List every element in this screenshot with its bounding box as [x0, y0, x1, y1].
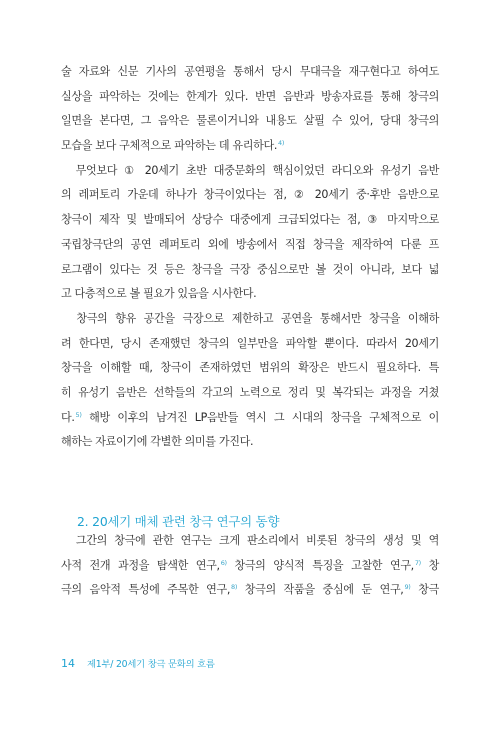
text-line: 국립창극단의 공연 레퍼토리 외에 방송에서 직접 창극을 제작하여 다룬 프	[61, 237, 439, 251]
body-section-2	[61, 529, 439, 603]
text-line: 창극의 향유 공간을 극장으로 제한하고 공연을 통해서만 창극을 이해하	[61, 311, 439, 325]
text-line: 실상을 파악하는 것에는 한계가 있다. 반면 음반과 방송자료를 통해 창극의	[61, 89, 439, 103]
section-heading: 2. 20세기 매체 관련 창극 연구의 동향	[77, 514, 280, 529]
text-run: 사적 전개 과정을 탐색한 연구,	[61, 558, 220, 572]
footnote-marker[interactable]: 5)	[75, 410, 82, 419]
text-run: 극의 음악적 특성에 주목한 연구,	[61, 583, 231, 597]
text-line: 창극을 이해할 때, 창극이 존재하였던 범위의 확장은 반드시 필요하다. 특	[61, 361, 439, 375]
text-line: 해하는 자료이기에 각별한 의미를 가진다.	[61, 435, 254, 449]
footnote-marker[interactable]: 6)	[220, 558, 227, 567]
text-line	[61, 134, 439, 159]
text-run: 창극	[410, 583, 439, 597]
text-line: 창극이 제작 및 발매되어 상당수 대중에게 크급되었다는 점, ③ 마지막으로	[61, 213, 439, 227]
footnote-marker[interactable]: 4)	[278, 139, 285, 148]
text-run: 모습을 보다 구체적으로 파악하는 데 유리하다.	[61, 139, 278, 153]
text-line	[61, 406, 439, 431]
text-line	[61, 554, 439, 579]
text-line: 려 한다면, 당시 존재했던 창극의 일부만을 파악할 뿐이다. 따라서 20세기	[61, 336, 439, 350]
text-line: 일면을 본다면, 그 음악은 물론이거니와 내용도 살필 수 있어, 당대 창극의	[61, 114, 439, 128]
text-line: 그간의 창극에 관한 연구는 크게 판소리에서 비롯된 창극의 생성 및 역	[61, 534, 439, 547]
page-number: 14	[61, 657, 75, 670]
text-line: 고 다층적으로 볼 필요가 있음을 시사한다.	[61, 287, 257, 301]
text-run: 창극의 작품을 중심에 둔 연구,	[237, 583, 404, 597]
text-run: 창	[420, 558, 439, 572]
text-run: 다.	[61, 410, 75, 424]
body-section-1	[61, 60, 439, 455]
text-line: 술 자료와 신문 기사의 공연평을 통해서 당시 무대극을 재구현다고 하여도	[61, 65, 439, 78]
footnote-marker[interactable]: 9)	[404, 583, 411, 592]
text-run: 해방 이후의 남겨진 LP음반들 역시 그 시대의 창극을 구체적으로 이	[81, 410, 439, 424]
text-line	[61, 578, 439, 603]
text-line: 로그램이 있다는 것 등은 창극을 극장 중심으로만 볼 것이 아니라, 보다 넓	[61, 262, 439, 276]
page-footer	[61, 656, 215, 670]
text-line: 히 유성기 음반은 선학들의 각고의 노력으로 정리 및 복각되는 과정을 거쳤	[61, 385, 439, 399]
footnote-marker[interactable]: 8)	[231, 583, 238, 592]
running-head: 제1부/ 20세기 창극 문화의 흐름	[87, 659, 215, 670]
footnote-marker[interactable]: 7)	[414, 558, 421, 567]
text-line: 의 레퍼토리 가운데 하나가 창극이었다는 점, ② 20세기 중·후반 음반으로	[61, 188, 439, 202]
text-run: 창극의 양식적 특징을 고찰한 연구,	[226, 558, 414, 572]
text-line: 무엇보다 ① 20세기 초반 대중문화의 핵심이었던 라디오와 유성기 음반	[61, 163, 439, 177]
